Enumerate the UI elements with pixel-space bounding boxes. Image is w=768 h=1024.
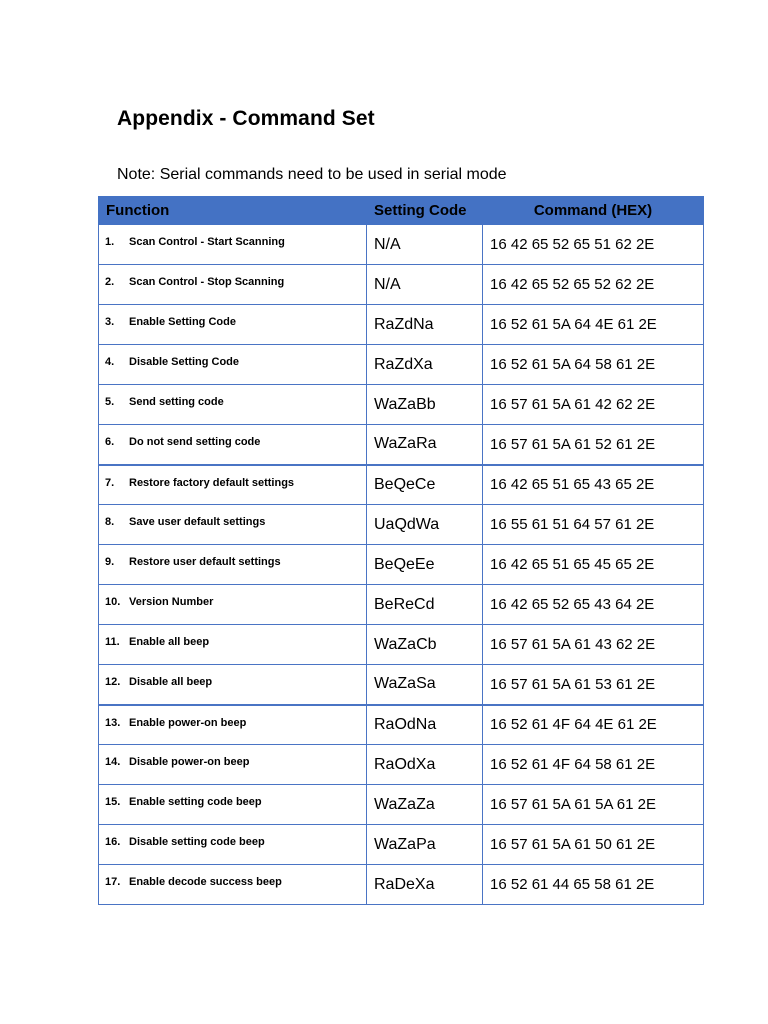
- command-hex-cell: 16 42 65 52 65 52 62 2E: [483, 265, 704, 305]
- setting-code-cell: WaZaZa: [367, 785, 483, 825]
- function-cell: [99, 385, 367, 425]
- table-row: [99, 225, 704, 265]
- function-name: Enable setting code beep: [129, 796, 262, 808]
- table-body: [99, 225, 704, 905]
- table-row: [99, 545, 704, 585]
- setting-code-cell: RaZdXa: [367, 345, 483, 385]
- function-cell: [99, 465, 367, 505]
- function-cell: [99, 705, 367, 745]
- table-row: [99, 385, 704, 425]
- function-cell: [99, 745, 367, 785]
- function-cell: [99, 425, 367, 465]
- command-hex-cell: 16 42 65 52 65 51 62 2E: [483, 225, 704, 265]
- command-hex-cell: 16 52 61 4F 64 4E 61 2E: [483, 705, 704, 745]
- function-cell: [99, 785, 367, 825]
- table-row: [99, 465, 704, 505]
- function-cell: [99, 625, 367, 665]
- serial-mode-note: Note: Serial commands need to be used in serial mode: [117, 166, 507, 183]
- command-hex-cell: 16 57 61 5A 61 53 61 2E: [483, 665, 704, 705]
- table-row: [99, 665, 704, 705]
- setting-code-cell: RaOdNa: [367, 705, 483, 745]
- function-name: Disable setting code beep: [129, 836, 265, 848]
- row-number: 7.: [105, 476, 115, 489]
- command-set-table: [98, 196, 704, 905]
- command-hex-cell: 16 42 65 51 65 45 65 2E: [483, 545, 704, 585]
- table-header-row: [99, 197, 704, 225]
- row-number: 9.: [105, 556, 115, 568]
- function-cell: [99, 585, 367, 625]
- setting-code-cell: WaZaRa: [367, 425, 483, 465]
- row-number: 12.: [105, 676, 121, 688]
- setting-code-cell: RaOdXa: [367, 745, 483, 785]
- setting-code-cell: RaDeXa: [367, 865, 483, 905]
- function-name: Enable decode success beep: [129, 876, 282, 888]
- command-hex-cell: 16 52 61 5A 64 58 61 2E: [483, 345, 704, 385]
- function-cell: [99, 665, 367, 705]
- function-name: Enable power-on beep: [129, 716, 247, 729]
- row-number: 16.: [105, 836, 121, 848]
- function-cell: [99, 865, 367, 905]
- table-row: [99, 585, 704, 625]
- row-number: 5.: [105, 396, 115, 408]
- function-cell: [99, 545, 367, 585]
- command-hex-cell: 16 57 61 5A 61 52 61 2E: [483, 425, 704, 465]
- command-hex-cell: 16 55 61 51 64 57 61 2E: [483, 505, 704, 545]
- table-row: [99, 265, 704, 305]
- table-row: [99, 865, 704, 905]
- function-name: Scan Control - Start Scanning: [129, 236, 285, 248]
- row-number: 13.: [105, 716, 121, 729]
- setting-code-cell: RaZdNa: [367, 305, 483, 345]
- function-cell: [99, 225, 367, 265]
- setting-code-cell: N/A: [367, 265, 483, 305]
- table-row: [99, 825, 704, 865]
- function-name: Do not send setting code: [129, 436, 261, 448]
- command-hex-cell: 16 57 61 5A 61 43 62 2E: [483, 625, 704, 665]
- table-row: [99, 305, 704, 345]
- function-name: Restore user default settings: [129, 556, 281, 568]
- function-name: Restore factory default settings: [129, 476, 295, 489]
- function-name: Disable all beep: [129, 676, 213, 688]
- function-cell: [99, 345, 367, 385]
- function-name: Send setting code: [129, 396, 224, 408]
- function-name: Save user default settings: [129, 516, 266, 528]
- row-number: 11.: [105, 636, 120, 648]
- row-number: 17.: [105, 876, 121, 888]
- row-number: 4.: [105, 356, 115, 368]
- row-number: 1.: [105, 236, 115, 248]
- function-cell: [99, 505, 367, 545]
- table-row: [99, 625, 704, 665]
- command-hex-cell: 16 52 61 5A 64 4E 61 2E: [483, 305, 704, 345]
- row-number: 2.: [105, 276, 115, 288]
- table-row: [99, 505, 704, 545]
- row-number: 15.: [105, 796, 121, 808]
- setting-code-cell: N/A: [367, 225, 483, 265]
- page-title: Appendix - Command Set: [117, 107, 375, 130]
- function-name: Disable power-on beep: [129, 756, 250, 768]
- function-cell: [99, 265, 367, 305]
- setting-code-cell: BeReCd: [367, 585, 483, 625]
- table-row: [99, 345, 704, 385]
- setting-code-cell: BeQeEe: [367, 545, 483, 585]
- function-column-header: Function: [99, 197, 367, 225]
- setting-code-cell: WaZaPa: [367, 825, 483, 865]
- command-hex-column-header: Command (HEX): [483, 197, 704, 225]
- command-hex-cell: 16 52 61 44 65 58 61 2E: [483, 865, 704, 905]
- setting-code-cell: UaQdWa: [367, 505, 483, 545]
- command-hex-cell: 16 57 61 5A 61 5A 61 2E: [483, 785, 704, 825]
- row-number: 8.: [105, 516, 115, 528]
- setting-code-cell: WaZaCb: [367, 625, 483, 665]
- function-name: Enable all beep: [129, 636, 210, 648]
- table-row: [99, 425, 704, 465]
- table-row: [99, 785, 704, 825]
- setting-code-cell: WaZaSa: [367, 665, 483, 705]
- setting-code-cell: WaZaBb: [367, 385, 483, 425]
- function-name: Enable Setting Code: [129, 316, 236, 328]
- setting-code-cell: BeQeCe: [367, 465, 483, 505]
- table-row: [99, 705, 704, 745]
- setting-code-column-header: Setting Code: [367, 197, 483, 225]
- row-number: 10.: [105, 596, 121, 608]
- command-hex-cell: 16 42 65 52 65 43 64 2E: [483, 585, 704, 625]
- table-row: [99, 745, 704, 785]
- command-hex-cell: 16 52 61 4F 64 58 61 2E: [483, 745, 704, 785]
- command-hex-cell: 16 57 61 5A 61 50 61 2E: [483, 825, 704, 865]
- function-name: Scan Control - Stop Scanning: [129, 276, 285, 288]
- row-number: 3.: [105, 316, 115, 328]
- command-hex-cell: 16 42 65 51 65 43 65 2E: [483, 465, 704, 505]
- function-name: Disable Setting Code: [129, 356, 240, 368]
- command-hex-cell: 16 57 61 5A 61 42 62 2E: [483, 385, 704, 425]
- function-cell: [99, 305, 367, 345]
- function-cell: [99, 825, 367, 865]
- row-number: 6.: [105, 436, 115, 448]
- row-number: 14.: [105, 756, 121, 768]
- function-name: Version Number: [129, 596, 214, 608]
